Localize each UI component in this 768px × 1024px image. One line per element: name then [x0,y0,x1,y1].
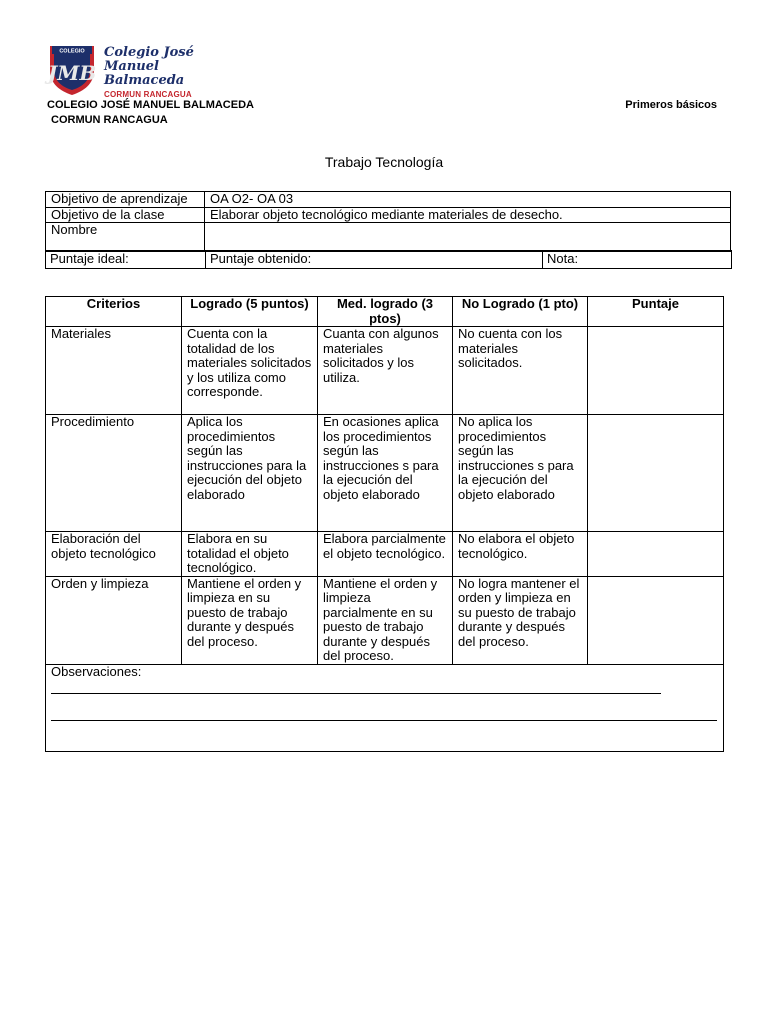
shield-text: COLEGIO [59,48,85,55]
document-title: Trabajo Tecnología [324,154,444,170]
school-subtitle: CORMUN RANCAGUA [51,114,168,126]
no-logrado-cell: No elabora el objeto tecnológico. [453,532,588,577]
logrado-cell: Cuenta con la totalidad de los materiales solicitados y los utiliza como corresponde. [182,327,318,415]
rubric-table [45,296,724,752]
puntaje-ideal-label: Puntaje ideal: [46,251,206,269]
puntaje-cell[interactable] [588,532,724,577]
logo-subtitle: CORMUN RANCAGUA [104,90,192,99]
logrado-cell: Aplica los procedimientos según las instrucciones para la ejecución del objeto elaborado [182,415,318,532]
observaciones-line-2 [51,706,717,721]
puntaje-cell[interactable] [588,327,724,415]
no-logrado-cell: No logra mantener el orden y limpieza en su puesto de trabajo durante y después del proceso. [453,576,588,664]
header-no-logrado: No Logrado (1 pto) [453,297,588,327]
observaciones-row [46,664,724,751]
observaciones-cell[interactable] [46,664,724,751]
puntaje-cell[interactable] [588,576,724,664]
school-name: COLEGIO JOSÉ MANUEL BALMACEDA [47,99,254,111]
logo-title-line2: Manuel Balmaceda [104,59,185,88]
table-row [46,576,724,664]
score-table [45,250,732,269]
criterio-cell: Elaboración del objeto tecnológico [46,532,182,577]
svg-text:JMB: JMB [47,61,97,85]
logrado-cell: Elabora en su totalidad el objeto tecnológico. [182,532,318,577]
rubric-header-row [46,297,724,327]
nota-label: Nota: [543,251,732,269]
table-row [46,532,724,577]
table-row [46,415,724,532]
info-row-objetivo-clase [46,207,731,223]
medio-cell: Mantiene el orden y limpieza parcialmente en su puesto de trabajo durante y después del proceso. [318,576,453,664]
logrado-cell: Mantiene el orden y limpieza en su puesto de trabajo durante y después del proceso. [182,576,318,664]
observaciones-line-1 [51,679,661,694]
info-table [45,191,731,252]
header-criterios: Criterios [46,297,182,327]
medio-cell: Elabora parcialmente el objeto tecnológico. [318,532,453,577]
criterio-cell: Procedimiento [46,415,182,532]
nombre-field[interactable] [205,223,731,252]
criterio-cell: Materiales [46,327,182,415]
objetivo-aprendizaje-value: OA O2- OA 03 [205,192,731,208]
observaciones-label: Observaciones: [51,663,142,679]
puntaje-obtenido-label: Puntaje obtenido: [206,251,543,269]
no-logrado-cell: No cuenta con los materiales solicitados. [453,327,588,415]
nombre-label: Nombre [46,223,205,252]
school-logo [44,40,224,98]
objetivo-aprendizaje-label: Objetivo de aprendizaje [46,192,205,208]
logo-title-line1: Colegio José [104,45,194,60]
school-shield-logo-icon [44,40,100,96]
info-row-nombre [46,223,731,252]
grade-level: Primeros básicos [625,99,717,111]
header-logrado: Logrado (5 puntos) [182,297,318,327]
info-row-objetivo-aprendizaje [46,192,731,208]
medio-cell: Cuanta con algunos materiales solicitados y los utiliza. [318,327,453,415]
objetivo-clase-label: Objetivo de la clase [46,207,205,223]
no-logrado-cell: No aplica los procedimientos según las instrucciones s para la ejecución del objeto elaborado [453,415,588,532]
objetivo-clase-value: Elaborar objeto tecnológico mediante materiales de desecho. [205,207,731,223]
header-medio-logrado: Med. logrado (3 ptos) [318,297,453,327]
medio-cell: En ocasiones aplica los procedimientos según las instrucciones s para la ejecución del objeto elaborado [318,415,453,532]
table-row [46,327,724,415]
criterio-cell: Orden y limpieza [46,576,182,664]
header-puntaje: Puntaje [588,297,724,327]
puntaje-cell[interactable] [588,415,724,532]
